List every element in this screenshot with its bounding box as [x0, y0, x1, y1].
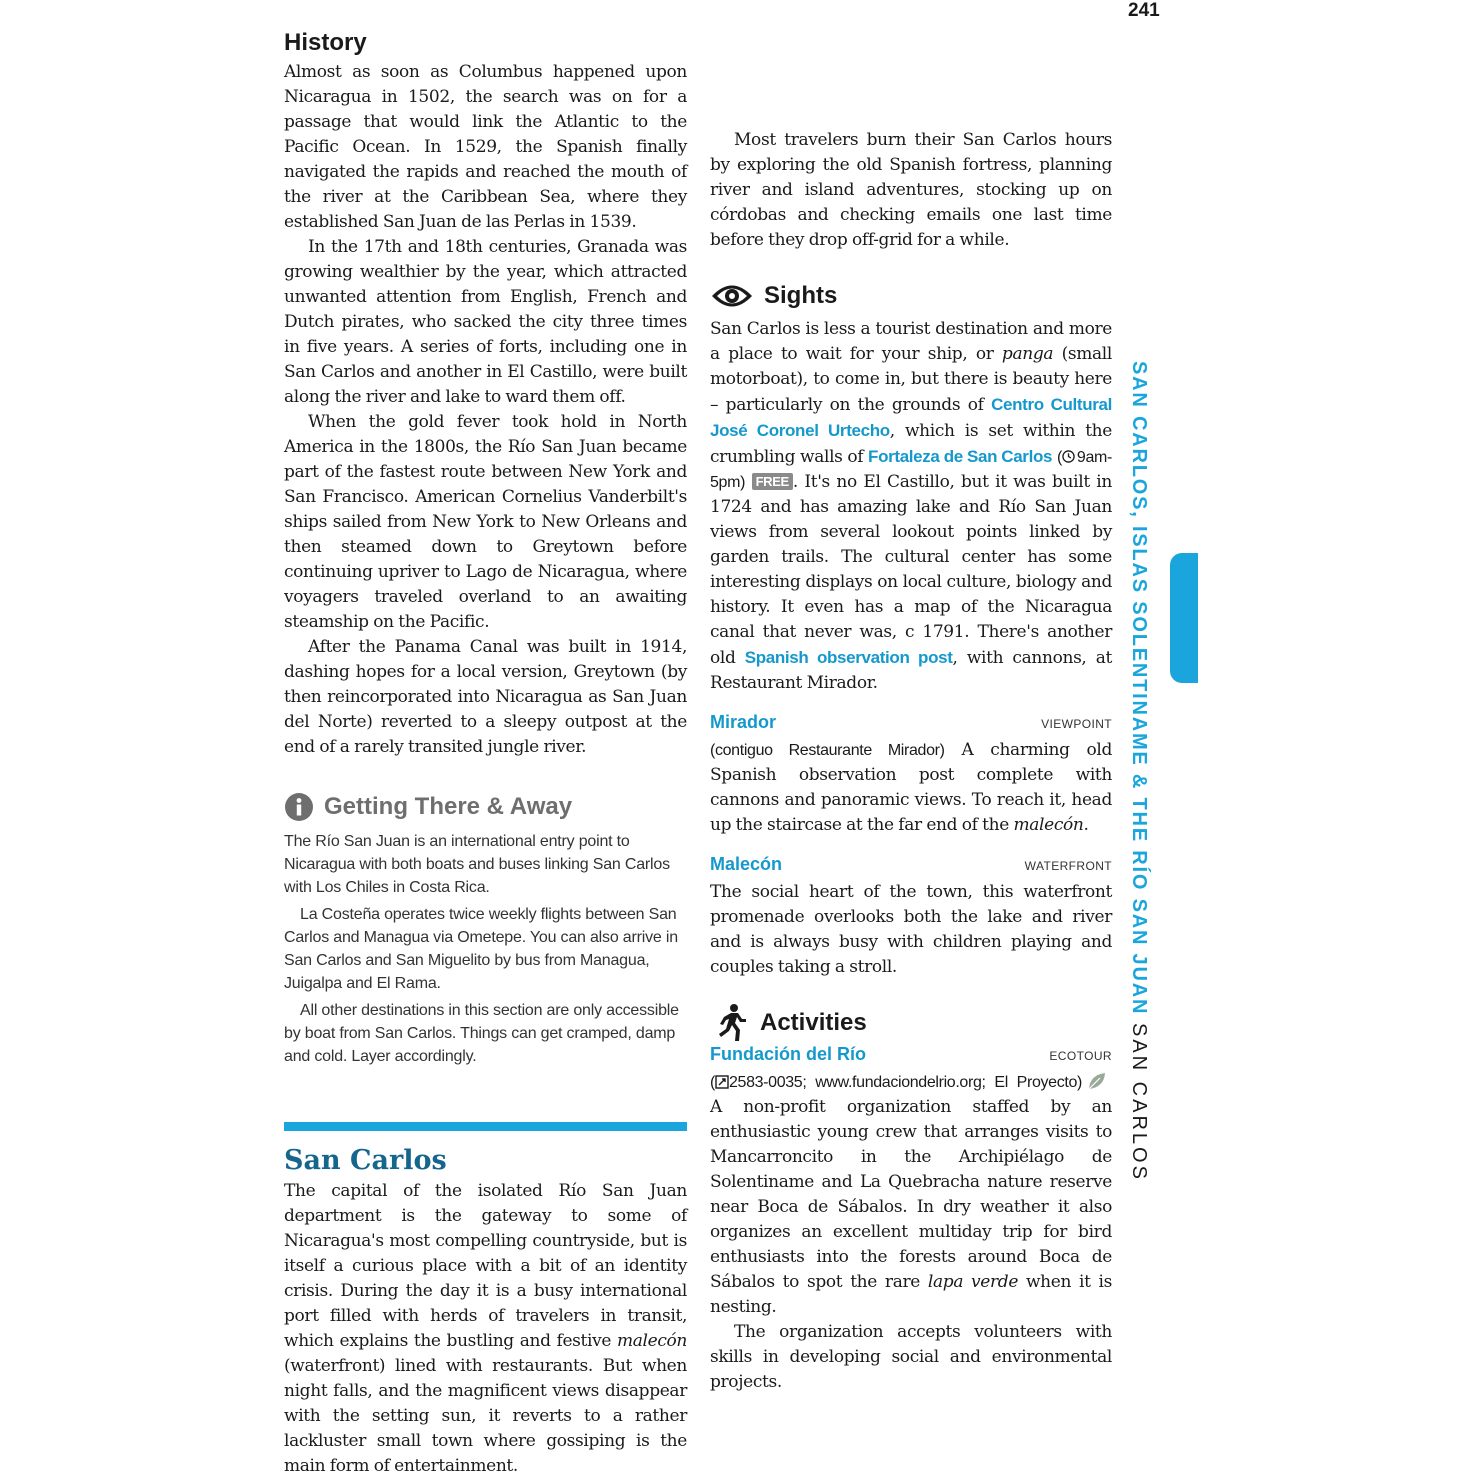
hours-text: 9am-5pm — [710, 449, 1112, 491]
san-carlos-intro — [284, 1179, 687, 1479]
fundacion-contact-rest[interactable]: ; www.fundaciondelrio.org; El Proyecto) — [802, 1074, 1082, 1091]
running-title-main: SAN CARLOS, ISLAS SOLENTINAME & THE RÍO SAN JUAN — [1128, 361, 1150, 1016]
fundacion-text-end: when it is nesting. — [710, 1272, 1112, 1317]
page-number: 241 — [1128, 0, 1160, 21]
sights-header — [710, 275, 1112, 317]
phone-icon — [715, 1075, 729, 1089]
getting-there-paragraph: All other destinations in this section are only accessible by boat from San Carlos. Things can get cramped, damp and cold. Layer accordingly. — [284, 1002, 679, 1065]
getting-there-header — [284, 786, 687, 828]
history-paragraph: When the gold fever took hold in North America in the 1800s, the Río San Juan became part of the fastest route between New York and San Francisco. American Cornelius Vanderbilt's ships sailed from New York to New Orleans and then steamed down to Greytown before continuing upriver to Lago de Nicaragua, where voyagers traveled overland to an awaiting steamship on the Pacific. — [284, 412, 687, 632]
mirador-body — [710, 738, 1112, 838]
contact-open-paren: ( — [710, 1074, 715, 1091]
getting-there-paragraph: La Costeña operates twice weekly flights between San Carlos and Managua via Ometepe. You can also arrive in San Carlos and San Miguelito by bus from Managua, Juigalpa and El Rama. — [284, 906, 678, 992]
lapa-verde-emphasis: lapa verde — [927, 1272, 1019, 1292]
activities-header — [710, 1002, 1112, 1044]
sights-paragraph — [710, 317, 1112, 696]
fundacion-paragraph-2: The organization accepts volunteers with skills in developing social and environmental projects. — [710, 1322, 1112, 1392]
leaf-icon — [1086, 1070, 1108, 1092]
sights-text: , with cannons, at Restaurant Mirador. — [710, 648, 1112, 693]
fundacion-text: A non-profit organization staffed by an enthusiastic young crew that arranges visits to Mancarroncito in the Archipiélago de Solentiname and La Quebracha nature reserve near Boca de Sábalos. In dry weather it also organizes an excellent multiday trip for bird enthusiasts into the forests around Boca de Sábalos to spot the rare — [710, 1097, 1112, 1292]
intro-text-end: (waterfront) lined with restaurants. But when night falls, and the magnificent views disappear with the setting sun, it reverts to a rather lackluster small town where gossiping is the main form of entertainment. — [284, 1356, 687, 1476]
sights-heading: Sights — [764, 282, 838, 309]
san-carlos-second-paragraph: Most travelers burn their San Carlos hours by exploring the old Spanish fortress, planning river and island adventures, stocking up on córdobas and checking emails one last time before they drop off-grid for a while. — [710, 130, 1112, 250]
activities-heading: Activities — [760, 1009, 867, 1036]
mirador-paragraph — [710, 738, 1112, 838]
san-carlos-intro-paragraph — [284, 1179, 687, 1479]
malecon-emphasis: malecón — [1013, 815, 1084, 835]
fundacion-phone[interactable]: 2583-0035 — [728, 1074, 803, 1091]
fundacion-body — [710, 1070, 1112, 1395]
san-carlos-second-paragraph-wrap — [710, 128, 1112, 253]
getting-there-heading: Getting There & Away — [324, 793, 573, 820]
malecon-paragraph: The social heart of the town, this waterfront promenade overlooks both the lake and river and is always busy with children playing and couples taking a stroll. — [710, 882, 1112, 977]
section-divider-bar — [284, 1122, 687, 1131]
history-paragraph: After the Panama Canal was built in 1914, dashing hopes for a local version, Greytown (by then reincorporated into Nicaragua as San Juan del Norte) reverted to a sleepy outpost at the end of a rarely transited jungle river. — [284, 637, 687, 757]
fundacion-listing-header — [710, 1044, 1112, 1070]
panga-emphasis: panga — [1001, 344, 1054, 364]
malecon-body — [710, 880, 1112, 980]
fundacion-contact — [710, 1074, 1082, 1091]
mirador-text: A charming old Spanish observation post complete with cannons and panoramic views. To reach it, head up the staircase at the far end of the — [710, 740, 1112, 835]
mirador-text-end: . — [1083, 815, 1089, 835]
mirador-name[interactable]: Mirador — [710, 712, 777, 732]
mirador-location: (contiguo Restaurante Mirador) — [710, 742, 945, 759]
sights-column — [710, 128, 1112, 1395]
sights-text: San Carlos is less a tourist destination and more a place to wait for your ship, or — [710, 319, 1112, 364]
history-body — [284, 60, 687, 760]
clock-icon — [1062, 450, 1075, 463]
intro-emphasis: malecón — [616, 1331, 687, 1351]
malecon-type: WATERFRONT — [1024, 859, 1112, 873]
spanish-post-link[interactable]: Spanish observation post — [744, 648, 953, 667]
mirador-listing-header — [710, 712, 1112, 738]
san-carlos-title: San Carlos — [284, 1145, 447, 1176]
runner-icon — [710, 1003, 750, 1043]
intro-text: The capital of the isolated Río San Juan department is the gateway to some of Nicaragua's most compelling countryside, but is itself a curious place with a bit of an identity crisis. During the day it is a busy international port filled with herds of travelers in transit, which explains the bustling and festive — [284, 1181, 687, 1351]
sights-text: , which is set within the crumbling walls of — [710, 421, 1112, 467]
malecon-listing-header — [710, 854, 1112, 880]
history-heading: History — [284, 29, 367, 56]
fundacion-type: ECOTOUR — [1049, 1049, 1112, 1063]
mirador-type: VIEWPOINT — [1041, 717, 1112, 731]
fortaleza-link[interactable]: Fortaleza de San Carlos — [868, 447, 1053, 466]
sights-text: (small motorboat), to come in, but there is beauty here – particularly on the grounds of — [710, 344, 1112, 415]
chapter-thumb-tab — [1170, 553, 1198, 683]
info-icon — [284, 792, 314, 822]
free-badge: FREE — [752, 473, 793, 490]
running-title-sub: SAN CARLOS — [1128, 1023, 1150, 1183]
fundacion-name[interactable]: Fundación del Río — [710, 1044, 866, 1064]
fundacion-paragraph — [710, 1070, 1112, 1320]
left-column — [284, 26, 687, 1479]
history-paragraph: Almost as soon as Columbus happened upon Nicaragua in 1502, the search was on for a passage that would link the Atlantic to the Pacific Ocean. In 1529, the Spanish finally navigated the rapids and reached the mouth of the river at the Caribbean Sea, where they established San Juan de las Perlas in 1539. — [284, 62, 687, 232]
sights-body — [710, 317, 1112, 696]
running-title — [1125, 361, 1153, 1183]
eye-icon — [710, 281, 754, 311]
hours-info: ( 9am-5pm) — [710, 449, 1112, 491]
malecon-name[interactable]: Malecón — [710, 854, 783, 874]
getting-there-paragraph: The Río San Juan is an international entry point to Nicaragua with both boats and buses linking San Carlos with Los Chiles in Costa Rica. — [284, 833, 670, 896]
getting-there-body — [284, 830, 687, 1068]
sights-text: . It's no El Castillo, but it was built in 1724 and has amazing lake and Río San Juan views from several lookout points linked by garden trails. The cultural center has some interesting displays on local culture, biology and history. It even has a map of the Nicaragua canal that never was, c 1791. There's another old — [710, 472, 1112, 668]
history-paragraph: In the 17th and 18th centuries, Granada was growing wealthier by the year, which attracted unwanted attention from English, French and Dutch pirates, who sacked the city three times in five years. A series of forts, including one in San Carlos and another in El Castillo, were built along the river and lake to ward them off. — [284, 237, 687, 407]
centro-cultural-link[interactable]: Centro Cultural José Coronel Urtecho — [710, 395, 1112, 440]
